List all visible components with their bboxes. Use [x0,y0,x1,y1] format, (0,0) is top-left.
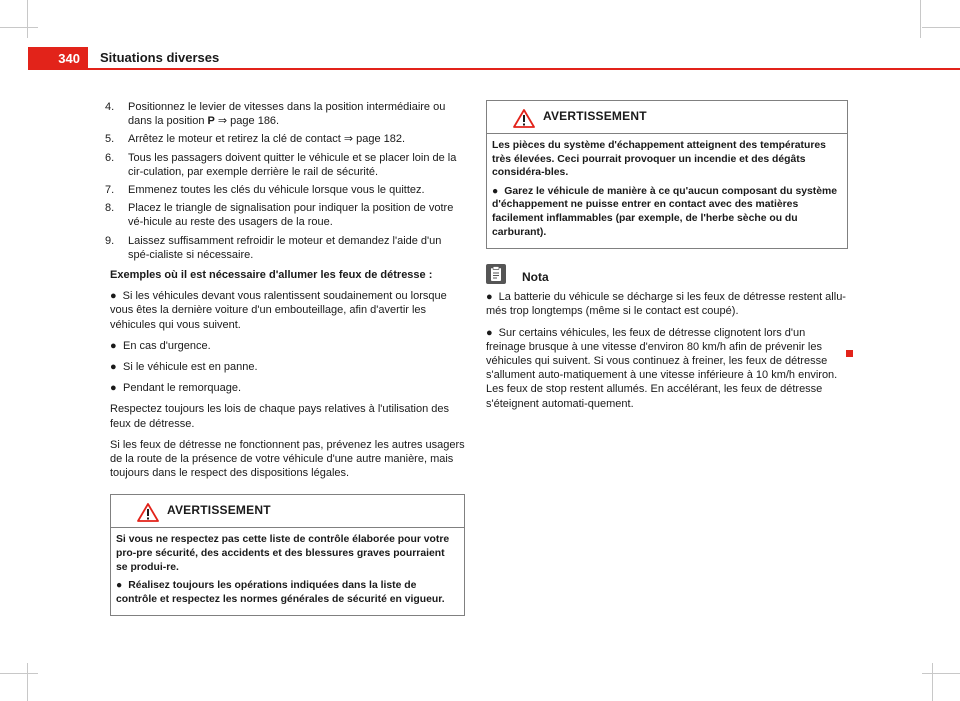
example-bullet: ● Pendant le remorquage. [110,382,242,395]
warning-triangle-icon [513,109,535,128]
warning-bullet: ● Garez le véhicule de manière à ce qu'aucun composant du système d'échappement ne puisse entrer en contact avec des matières facilement inflammables (par exemple, de l'herbe sèche ou du carburant). [492,185,838,238]
nota-header [486,264,848,290]
warning-body [487,134,847,248]
warning-box [486,100,848,249]
warning-header [487,101,847,134]
example-bullet: ● Si le véhicule est en panne. [110,361,258,374]
right-column [486,100,848,418]
example-bullet: ● Si les véhicules devant vous ralentissent soudainement ou lorsque vous êtes la dernière voiture d'un embouteillage, afin d'avertir les véhicules qui vous suivent. [110,290,447,331]
warning-text: Les pièces du système d'échappement atteignent des températures très élevées. Ceci pourrait provoquer un incendie et des dégâts considéra-bles. [492,140,826,179]
step-item: 7. Emmenez toutes les clés du véhicule lorsque vous le quittez. [105,184,425,197]
crop-mark [0,673,38,674]
paragraph: Si les feux de détresse ne fonctionnent pas, prévenez les autres usagers de la route de la présence de votre véhicule d'une autre manière, mais toujours dans le respect des dispositions légales. [110,438,465,480]
step-item: 8. Placez le triangle de signalisation pour indiquer la position de votre vé-hicule au reste des usagers de la roue. [105,202,454,229]
example-bullet: ● En cas d'urgence. [110,339,211,352]
warning-bullet: ● Réalisez toujours les opérations indiquées dans la liste de contrôle et respectez les normes générales de sécurité en vigueur. [116,580,445,605]
paragraph: Respectez toujours les lois de chaque pays relatives à l'utilisation des feux de détresse. [110,403,450,430]
warning-triangle-icon [137,503,159,522]
crop-mark [920,0,921,38]
warning-text: Si vous ne respectez pas cette liste de contrôle élaborée pour votre pro-pre sécurité, des accidents et des blessures graves pourraient se produi-re. [116,534,450,573]
nota-title: Nota [522,270,549,285]
crop-mark [27,663,28,701]
warning-title: AVERTISSEMENT [543,109,647,123]
warning-body [111,528,464,615]
step-list [105,100,465,262]
left-column [105,100,465,616]
crop-mark [922,673,960,674]
step-item: 5. Arrêtez le moteur et retirez la clé de contact ⇒ page 182. [105,133,406,146]
nota-bullet: ● Sur certains véhicules, les feux de détresse clignotent lors d'un freinage brusque à une vitesse d'environ 80 km/h afin de prévenir les véhicules qui suivent. Si vous continuez à freiner, les feux de détresse s'allument auto-matiquement à une vitesse inférieure à 10 km/h environ. Les feux de stop restent allumés. En accélérant, les feux de détresse s'éteignent automati-quement. [486,326,838,410]
crop-mark [932,663,933,701]
warning-title: AVERTISSEMENT [167,503,271,518]
section-title: Situations diverses [100,50,220,65]
note-icon [486,264,506,284]
step-item: 4. Positionnez le levier de vitesses dans la position intermédiaire ou dans la position P ⇒ page 186. [105,101,446,128]
warning-header [111,495,464,528]
header-rule [28,68,960,70]
examples-heading: Exemples où il est nécessaire d'allumer les feux de détresse : [110,269,433,282]
step-item: 9. Laissez suffisamment refroidir le moteur et demandez l'aide d'un spé-cialiste si nécessaire. [105,234,442,261]
warning-box [110,494,465,616]
crop-mark [0,27,38,28]
section-end-marker [846,350,853,357]
nota-bullet: ● La batterie du véhicule se décharge si les feux de détresse restent allu-més trop longtemps (même si le contact est coupé). [486,291,846,318]
step-item: 6. Tous les passagers doivent quitter le véhicule et se placer loin de la cir-culation, par exemple derrière le rail de sécurité. [105,151,457,178]
page-number: 340 [28,47,88,70]
crop-mark [922,27,960,28]
crop-mark [27,0,28,38]
